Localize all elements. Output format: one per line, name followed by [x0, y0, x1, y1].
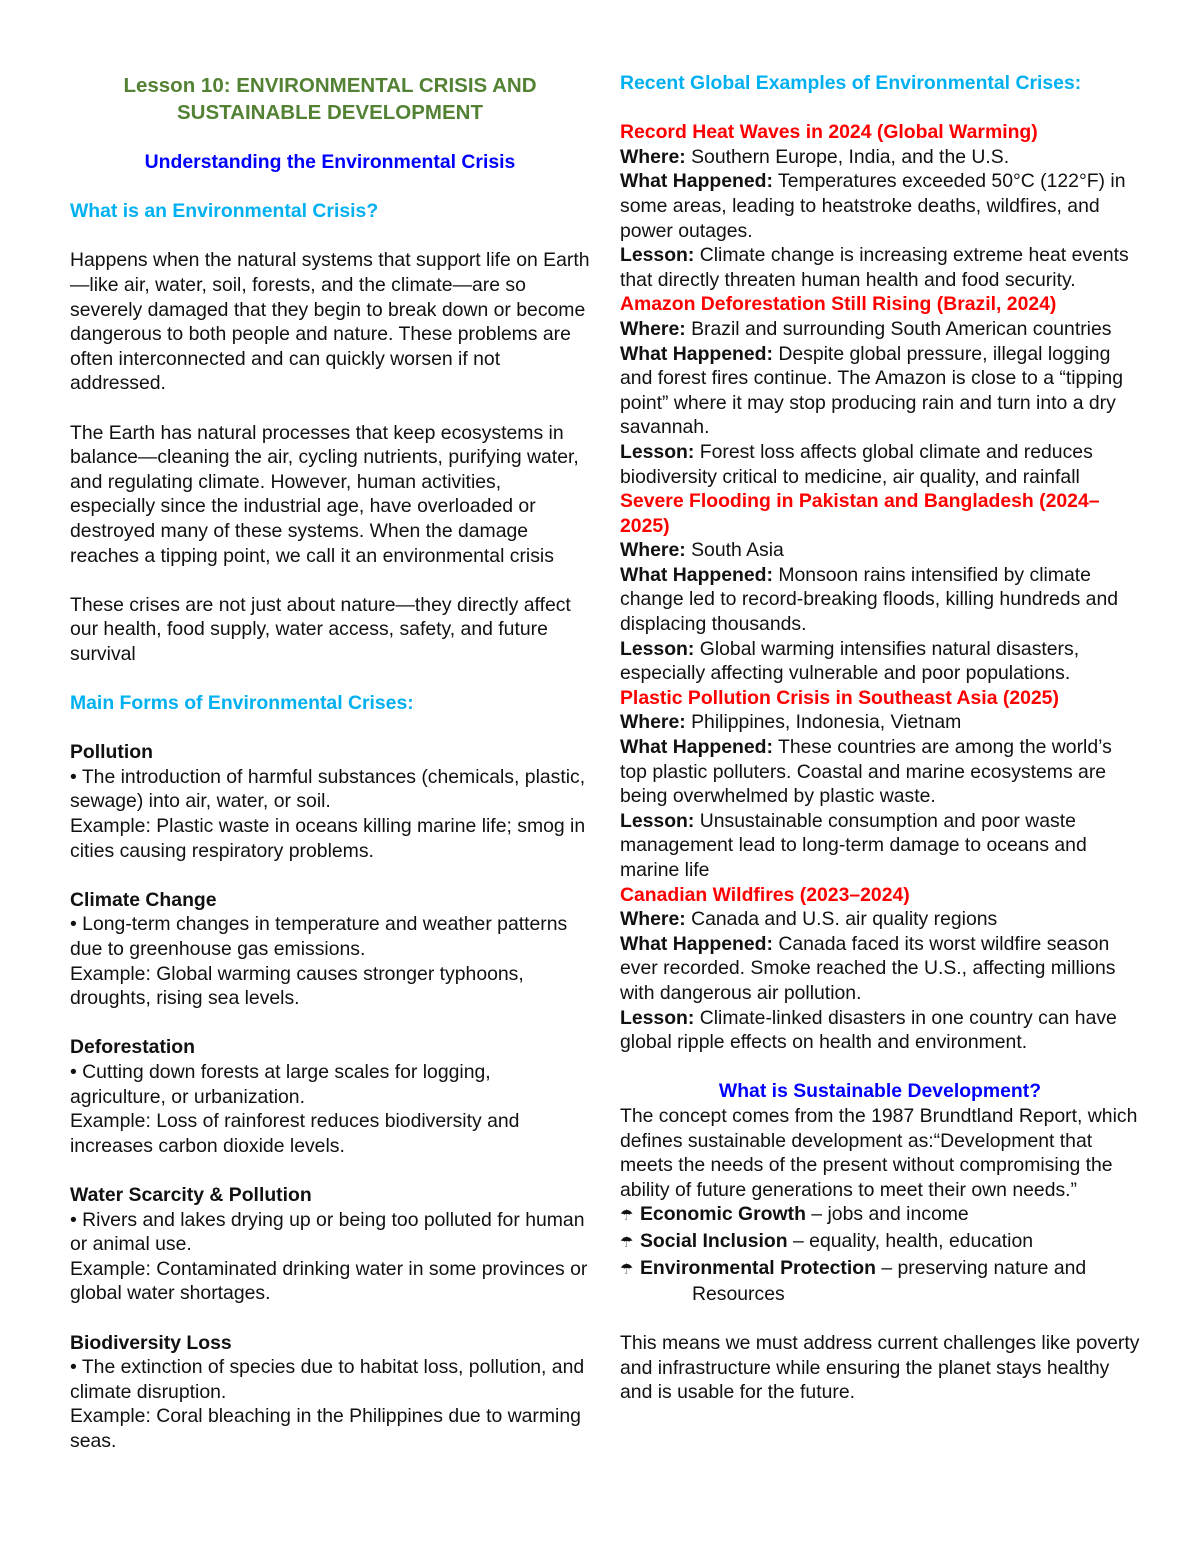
form-biodiversity-loss: [70, 1331, 590, 1454]
form-pollution: [70, 740, 590, 863]
example-where: Where: Canada and U.S. air quality regions: [620, 908, 998, 931]
form-name: Deforestation: [70, 1036, 195, 1059]
example-what-happened: What Happened: These countries are among the world’s top plastic polluters. Coastal and marine ecosystems are being overwhelmed by plastic waste.: [620, 736, 1112, 808]
example-lesson: Lesson: Forest loss affects global climate and reduces biodiversity critical to medicine, air quality, and rainfall: [620, 440, 1093, 488]
example-flooding: [620, 489, 1140, 686]
example-lesson: Lesson: Global warming intensifies natural disasters, especially affecting vulnerable and poor populations.: [620, 637, 1080, 685]
form-water-scarcity: [70, 1183, 590, 1306]
example-plastic: [620, 686, 1140, 883]
right-column: [620, 70, 1140, 1405]
example-what-happened: What Happened: Monsoon rains intensified by climate change led to record-breaking floods, killing hundreds and displacing thousands.: [620, 563, 1119, 636]
example-where: Where: South Asia: [620, 539, 784, 562]
example-amazon: [620, 292, 1140, 489]
example-title: Severe Flooding in Pakistan and Bangladesh (2024– 2025): [620, 490, 1100, 537]
form-bullet: • Cutting down forests at large scales for logging, agriculture, or urbanization.: [70, 1060, 491, 1108]
example-title: Amazon Deforestation Still Rising (Brazil, 2024): [620, 293, 1057, 316]
umbrella-icon: ☂: [620, 1233, 634, 1251]
form-name: Pollution: [70, 741, 153, 764]
example-lesson: Lesson: Climate change is increasing extreme heat events that directly threaten human health and food security.: [620, 244, 1129, 291]
example-what-happened: What Happened: Temperatures exceeded 50°C (122°F) in some areas, leading to heatstroke deaths, wildfires, and power outages.: [620, 170, 1126, 242]
main-forms-heading: Main Forms of Environmental Crises:: [70, 692, 414, 715]
example-title: Record Heat Waves in 2024 (Global Warming): [620, 121, 1038, 144]
form-name: Biodiversity Loss: [70, 1331, 232, 1354]
umbrella-icon: ☂: [620, 1260, 634, 1278]
example-wildfires: [620, 883, 1140, 1055]
intro-paragraph-2: The Earth has natural processes that keep ecosystems in balance—cleaning the air, cycling nutrients, purifying water, and regulating climate. However, human activities, especially since the industrial age, have overloaded or destroyed many of these systems. When the damage reaches a tipping point, we call it an environmental crisis: [70, 421, 579, 567]
form-name: Water Scarcity & Pollution: [70, 1183, 312, 1206]
example-title: Canadian Wildfires (2023–2024): [620, 883, 910, 906]
form-bullet: • The extinction of species due to habitat loss, pollution, and climate disruption.: [70, 1356, 585, 1403]
form-bullet: • Long-term changes in temperature and weather patterns due to greenhouse gas emissions.: [70, 913, 568, 960]
example-heat-waves: [620, 120, 1140, 292]
example-where: Where: Philippines, Indonesia, Vietnam: [620, 711, 962, 734]
form-example: Example: Global warming causes stronger typhoons, droughts, rising sea levels.: [70, 962, 524, 1010]
form-climate-change: [70, 888, 590, 1011]
sd-pillar-environmental: ☂ Environmental Protection – preserving nature and: [620, 1256, 1140, 1283]
example-what-happened: What Happened: Canada faced its worst wildfire season ever recorded. Smoke reached the U.S., affecting millions with dangerous air pollution.: [620, 932, 1116, 1004]
sd-intro: The concept comes from the 1987 Brundtland Report, which defines sustainable development as:“Development that meets the needs of the present without compromising the ability of future generations to meet their own needs.”: [620, 1104, 1138, 1201]
intro-paragraph-1: Happens when the natural systems that support life on Earth—like air, water, soil, forests, and the climate—are so severely damaged that they begin to break down or become dangerous to both people and nature. These problems are often interconnected and can quickly worsen if not addressed.: [70, 249, 590, 395]
left-column: [70, 70, 590, 1453]
sd-heading: What is Sustainable Development?: [718, 1080, 1042, 1103]
example-title: Plastic Pollution Crisis in Southeast Asia (2025): [620, 686, 1059, 709]
form-name: Climate Change: [70, 888, 217, 911]
form-example: Example: Contaminated drinking water in some provinces or global water shortages.: [70, 1257, 588, 1305]
umbrella-icon: ☂: [620, 1207, 634, 1225]
sd-closing: This means we must address current challenges like poverty and infrastructure while ensuring the planet stays healthy and is usable for the future.: [620, 1332, 1140, 1404]
form-example: Example: Loss of rainforest reduces biodiversity and increases carbon dioxide levels.: [70, 1110, 520, 1157]
form-deforestation: [70, 1035, 590, 1158]
example-lesson: Lesson: Climate-linked disasters in one country can have global ripple effects on health and environment.: [620, 1006, 1117, 1054]
sd-pillar-economic: ☂ Economic Growth – jobs and income: [620, 1202, 1140, 1229]
intro-paragraph-3: These crises are not just about nature—they directly affect our health, food supply, water access, safety, and future survival: [70, 593, 571, 665]
form-example: Example: Plastic waste in oceans killing marine life; smog in cities causing respiratory problems.: [70, 815, 586, 862]
form-bullet: • Rivers and lakes drying up or being too polluted for human or animal use.: [70, 1208, 585, 1256]
example-where: Where: Southern Europe, India, and the U.S.: [620, 145, 1010, 168]
example-lesson: Lesson: Unsustainable consumption and poor waste management lead to long-term damage to oceans and marine life: [620, 809, 1087, 881]
what-is-heading: What is an Environmental Crisis?: [70, 200, 379, 223]
form-example: Example: Coral bleaching in the Philippines due to warming seas.: [70, 1405, 581, 1452]
form-bullet: • The introduction of harmful substances (chemicals, plastic, sewage) into air, water, or soil.: [70, 765, 586, 813]
example-what-happened: What Happened: Despite global pressure, illegal logging and forest fires continue. The Amazon is close to a “tipping point” where it may stop producing rain and turn into a dry savannah.: [620, 342, 1124, 439]
sd-pillar-continuation: Resources: [692, 1283, 785, 1306]
example-where: Where: Brazil and surrounding South American countries: [620, 317, 1112, 340]
understanding-heading: Understanding the Environmental Crisis: [144, 151, 516, 173]
recent-examples-heading: Recent Global Examples of Environmental Crises:: [620, 72, 1082, 94]
sd-pillar-social: ☂ Social Inclusion – equality, health, education: [620, 1229, 1140, 1256]
lesson-title: Lesson 10: ENVIRONMENTAL CRISIS AND SUSTAINABLE DEVELOPMENT: [123, 74, 537, 124]
